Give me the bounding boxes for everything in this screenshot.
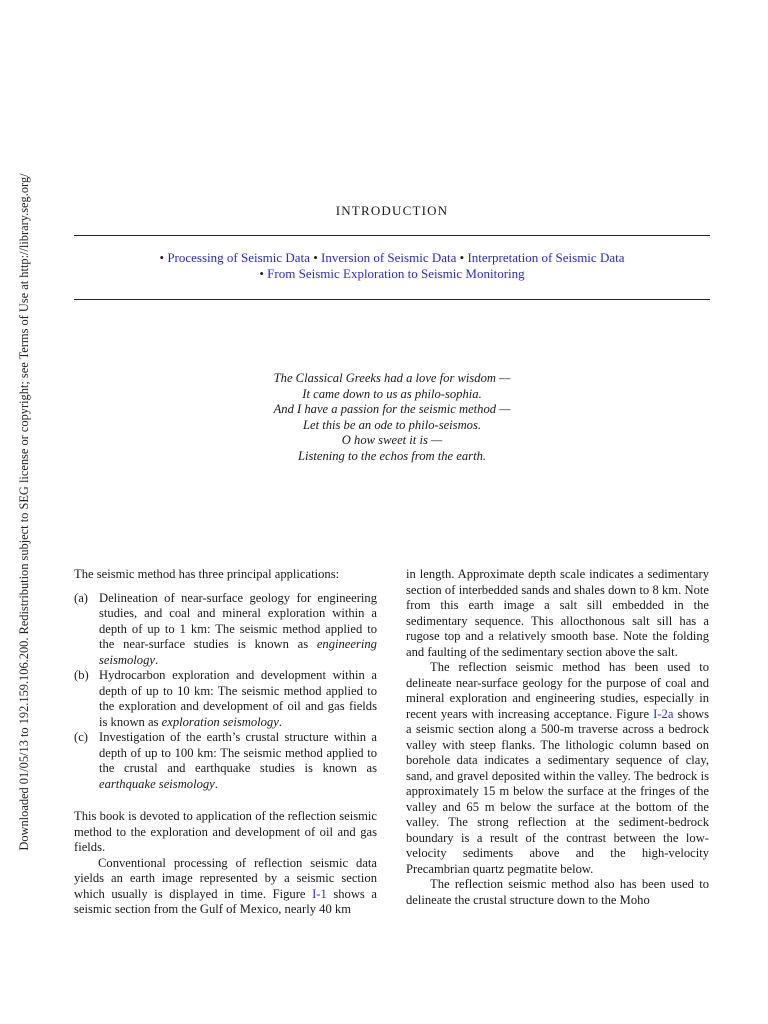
left-column	[74, 567, 377, 918]
body-paragraph: in length. Approximate depth scale indicates a sedimentary section of interbedded sands and shales down to 8 km. Note from this earth image a salt sill embedded in the sedimentary sequence. This allocthonous salt sill has a rugose top and a relatively smooth base. Note the folding and faulting of the sedimentary section above the salt.	[406, 567, 709, 659]
chapter-title: INTRODUCTION	[335, 203, 449, 218]
download-notice: Downloaded 01/05/13 to 192.159.106.200. Redistribution subject to SEG license or copyright; see Terms of Use at http://library.seg.org/	[17, 173, 31, 851]
contents-line-1	[74, 250, 710, 266]
right-column	[406, 567, 709, 908]
figure-link-i-2a[interactable]: I-2a	[653, 706, 674, 721]
bullet: •	[459, 250, 465, 265]
list-item-term: engineering seismology	[99, 637, 377, 667]
top-rule	[74, 235, 710, 236]
figure-link-i-1[interactable]: I-1	[312, 886, 327, 901]
list-item-end: .	[214, 776, 218, 791]
bullet: •	[313, 250, 318, 265]
epigraph-line: It came down to us as philo-sophia.	[302, 386, 482, 401]
epigraph	[74, 371, 710, 464]
paragraph-text: Conventional processing of reflection seismic data yields an earth image represented by a seismic section which usually is displayed in time. Figure	[74, 855, 377, 901]
contents-link-interpretation[interactable]: Interpretation of Seismic Data	[467, 250, 625, 265]
body-paragraph	[406, 660, 709, 877]
epigraph-line: The Classical Greeks had a love for wisdom —	[273, 371, 511, 385]
list-item-end: .	[154, 652, 159, 667]
chapter-contents	[74, 250, 710, 282]
list-marker: (c)	[74, 730, 88, 744]
list-item-end: .	[278, 714, 282, 729]
epigraph-line: O how sweet it is —	[341, 433, 443, 447]
applications-list	[74, 591, 377, 793]
bullet: •	[159, 250, 165, 265]
epigraph-line: Let this be an ode to philo-seismos.	[302, 417, 482, 432]
list-item	[74, 591, 377, 669]
list-item-term: exploration seismology	[161, 714, 279, 729]
paragraph-gap	[74, 792, 377, 809]
contents-line-2	[74, 266, 710, 282]
epigraph-line: And I have a passion for the seismic method —	[273, 402, 511, 416]
contents-link-processing[interactable]: Processing of Seismic Data	[167, 250, 310, 265]
list-item-text: Investigation of the earth’s crustal structure within a depth of up to 100 km: The seismic method applied to the crustal and earthquake studies is known as	[99, 730, 377, 775]
list-item-text: Hydrocarbon exploration and development within a depth of up to 10 km: The seismic method applied to the exploration and development of oil and gas fields is known as	[99, 668, 377, 729]
contents-link-inversion[interactable]: Inversion of Seismic Data	[321, 250, 457, 265]
body-paragraph	[74, 856, 377, 918]
epigraph-line: Listening to the echos from the earth.	[297, 448, 487, 463]
list-marker: (a)	[74, 590, 88, 605]
contents-link-monitoring[interactable]: From Seismic Exploration to Seismic Monitoring	[267, 266, 525, 281]
paragraph-text: The reflection seismic method has been used to delineate near-surface geology for the purpose of coal and mineral exploration and engineering studies, especially in recent years with increasing acceptance. Figure	[406, 660, 709, 721]
body-paragraph: This book is devoted to application of the reflection seismic method to the exploration and development of oil and gas fields.	[74, 809, 377, 854]
list-item	[74, 730, 377, 792]
bullet: •	[259, 266, 264, 281]
applications-intro: The seismic method has three principal applications:	[74, 567, 340, 581]
list-item	[74, 668, 377, 730]
list-item-text: Delineation of near-surface geology for engineering studies, and coal and mineral exploration within a depth of up to 1 km: The seismic method applied to the near-surface studies is known as	[99, 590, 377, 651]
list-marker: (b)	[74, 668, 89, 682]
list-item-term: earthquake seismology	[99, 776, 215, 791]
body-paragraph: The reflection seismic method also has been used to delineate the crustal structure down to the Moho	[406, 877, 709, 907]
paragraph-text: shows a seismic section along a 500-m traverse across a bedrock valley with steep flanks. The lithologic column based on borehole data indicates a sedimentary sequence of clay, sand, and gravel deposited within the valley. The bedrock is approximately 15 m below the surface at the fringes of the valley and 65 m below the surface at the bottom of the valley. The strong reflection at the sediment-bedrock boundary is a result of the contrast between the low-velocity sediments above and the high-velocity Precambrian quartz pegmatite below.	[406, 706, 709, 876]
paragraph-text: shows a seismic section from the Gulf of Mexico, nearly 40 km	[74, 886, 377, 916]
bottom-rule	[74, 299, 710, 300]
